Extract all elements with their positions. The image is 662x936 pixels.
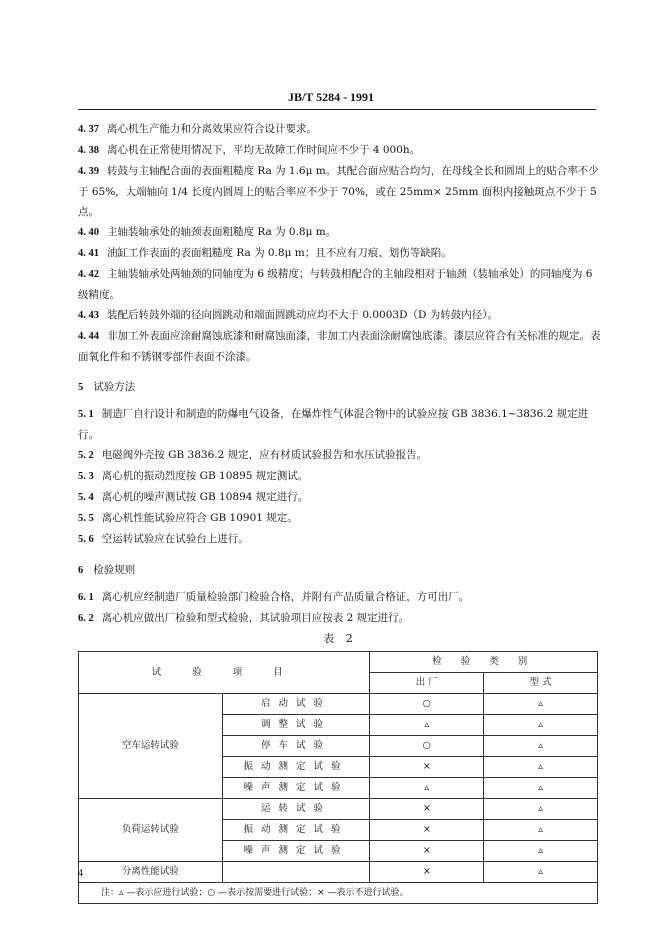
clause bbox=[78, 326, 602, 367]
type-mark: ▵ bbox=[484, 841, 598, 862]
factory-mark: ○ bbox=[370, 694, 484, 715]
clause-text: 非加工外表面应涂耐腐蚀底漆和耐腐蚀面漆，非加工内表面涂耐腐蚀底漆。漆层应符合有关标准的规定。表面氧化件和不锈钢零部件表面不涂漆。 bbox=[78, 330, 601, 363]
clause-text: 离心机的振动烈度按 GB 10895 规定测试。 bbox=[101, 470, 309, 482]
clause bbox=[78, 466, 602, 487]
clause-text: 离心机在正常使用情况下，平均无故障工作时间应不少于 4 000h。 bbox=[107, 144, 421, 156]
clause-list-6 bbox=[78, 587, 602, 629]
clause-text: 主轴装轴承处的轴颈表面粗糙度 Ra 为 0.8μ m。 bbox=[107, 226, 337, 238]
test-item: 停车试验 bbox=[222, 736, 370, 757]
clause-text: 离心机性能试验应符合 GB 10901 规定。 bbox=[101, 512, 298, 524]
clause-text: 制造厂自行设计和制造的防爆电气设备，在爆炸性气体混合物中的试验应按 GB 3836.1~3836.2 规定进行。 bbox=[78, 408, 589, 441]
table-caption: 表 2 bbox=[323, 632, 357, 645]
test-item: 噪声测定试验 bbox=[222, 841, 370, 862]
clause-text: 转鼓与主轴配合面的表面粗糙度 Ra 为 1.6μ m。其配合面应贴合均匀，在母线全长和圆周上的贴合率不少于 65%，大端轴向 1/4 长度内圆周上的贴合率应不少于 70%，或在 25mm× 25mm 面积内接触斑点不少于 5 点。 bbox=[78, 165, 599, 218]
group-name: 负荷运转试验 bbox=[79, 799, 223, 862]
page-number: 4 bbox=[78, 868, 83, 879]
factory-mark: × bbox=[370, 820, 484, 841]
clause bbox=[78, 508, 602, 529]
table-row bbox=[79, 799, 598, 820]
clause bbox=[78, 222, 602, 243]
test-item: 分离性能试验 bbox=[79, 862, 223, 883]
type-mark: ▵ bbox=[484, 694, 598, 715]
factory-mark: ▵ bbox=[370, 778, 484, 799]
header-inspection-category: 检 验 类 别 bbox=[370, 652, 598, 673]
clause-number: 6. 1 bbox=[78, 592, 94, 603]
clause-text: 电磁阀外壳按 GB 3836.2 规定，应有材质试验报告和水压试验报告。 bbox=[101, 449, 428, 461]
clause-number: 4. 37 bbox=[78, 124, 99, 135]
factory-mark: × bbox=[370, 841, 484, 862]
clause bbox=[78, 243, 602, 264]
table-row bbox=[79, 694, 598, 715]
type-mark: ▵ bbox=[484, 715, 598, 736]
clause-number: 5. 5 bbox=[78, 513, 94, 524]
clause-text: 离心机的噪声测试按 GB 10894 规定进行。 bbox=[101, 491, 309, 503]
group-name: 空车运转试验 bbox=[79, 694, 223, 799]
clause-number: 5. 4 bbox=[78, 492, 94, 503]
table-note-row bbox=[79, 883, 598, 904]
factory-mark: × bbox=[370, 862, 484, 883]
section-title: 试验方法 bbox=[93, 381, 136, 393]
clause-number: 5. 1 bbox=[78, 409, 94, 420]
clause-number: 4. 38 bbox=[78, 145, 99, 156]
table-row bbox=[79, 862, 598, 883]
section-title: 检验规则 bbox=[93, 564, 136, 576]
type-mark: ▵ bbox=[484, 862, 598, 883]
factory-mark: × bbox=[370, 757, 484, 778]
test-item: 启动试验 bbox=[222, 694, 370, 715]
type-mark: ▵ bbox=[484, 736, 598, 757]
clause-number: 6. 2 bbox=[78, 613, 94, 624]
clause-number: 4. 41 bbox=[78, 248, 99, 259]
clause-text: 离心机应做出厂检验和型式检验，其试验项目应按表 2 规定进行。 bbox=[101, 612, 410, 624]
section-number: 6 bbox=[78, 565, 84, 576]
section-5-heading bbox=[78, 377, 602, 398]
clause bbox=[78, 404, 602, 445]
clause-number: 4. 43 bbox=[78, 310, 99, 321]
clause-text: 油缸工作表面的表面粗糙度 Ra 为 0.8μ m；且不应有刀痕、划伤等缺陷。 bbox=[107, 247, 452, 259]
clause-number: 4. 42 bbox=[78, 269, 99, 280]
type-mark: ▵ bbox=[484, 820, 598, 841]
test-item: 调整试验 bbox=[222, 715, 370, 736]
clause bbox=[78, 587, 602, 608]
clause bbox=[78, 445, 602, 466]
test-item: 振动测定试验 bbox=[222, 820, 370, 841]
test-item: 振动测定试验 bbox=[222, 757, 370, 778]
empty-cell bbox=[222, 862, 370, 883]
clause-number: 5. 2 bbox=[78, 450, 94, 461]
test-item: 运转试验 bbox=[222, 799, 370, 820]
clause-text: 离心机生产能力和分离效果应符合设计要求。 bbox=[107, 123, 317, 135]
factory-mark: ○ bbox=[370, 736, 484, 757]
clause bbox=[78, 119, 602, 140]
clause-number: 4. 40 bbox=[78, 227, 99, 238]
header-type: 型 式 bbox=[484, 673, 598, 694]
header-test-item: 试 验 项 目 bbox=[79, 652, 370, 694]
document-header: JB/T 5284 - 1991 bbox=[287, 90, 375, 104]
clause-text: 装配后转鼓外端的径向圆跳动和端面圆跳动应均不大于 0.0003D（D 为转鼓内径）。 bbox=[107, 309, 499, 321]
table-header-row bbox=[79, 652, 598, 673]
type-mark: ▵ bbox=[484, 757, 598, 778]
clause bbox=[78, 305, 602, 326]
page-content bbox=[78, 119, 602, 904]
clause-list-4 bbox=[78, 119, 602, 367]
clause-number: 4. 44 bbox=[78, 331, 99, 342]
table-note: 注：▵ —表示应进行试验；○ —表示按需要进行试验；× —表示不进行试验。 bbox=[79, 883, 598, 904]
clause-text: 离心机应经制造厂质量检验部门检验合格，并附有产品质量合格证，方可出厂。 bbox=[101, 591, 470, 603]
factory-mark: ▵ bbox=[370, 715, 484, 736]
clause-number: 5. 3 bbox=[78, 471, 94, 482]
clause-number: 4. 39 bbox=[78, 166, 99, 177]
header-rule bbox=[78, 109, 596, 110]
header-factory: 出 厂 bbox=[370, 673, 484, 694]
type-mark: ▵ bbox=[484, 799, 598, 820]
clause bbox=[78, 487, 602, 508]
clause bbox=[78, 140, 602, 161]
factory-mark: × bbox=[370, 799, 484, 820]
clause bbox=[78, 264, 602, 305]
type-mark: ▵ bbox=[484, 778, 598, 799]
clause bbox=[78, 529, 602, 550]
clause-text: 主轴装轴承处两轴颈的同轴度为 6 级精度；与转鼓相配合的主轴段相对于轴颈（装轴承处）的同轴度为 6 级精度。 bbox=[78, 268, 593, 301]
section-6-heading bbox=[78, 560, 602, 581]
test-item: 噪声测定试验 bbox=[222, 778, 370, 799]
section-number: 5 bbox=[78, 382, 84, 393]
clause-number: 5. 6 bbox=[78, 534, 94, 545]
clause bbox=[78, 608, 602, 629]
inspection-table bbox=[78, 651, 598, 904]
clause-list-5 bbox=[78, 404, 602, 550]
clause-text: 空运转试验应在试验台上进行。 bbox=[101, 533, 249, 545]
clause bbox=[78, 161, 602, 222]
